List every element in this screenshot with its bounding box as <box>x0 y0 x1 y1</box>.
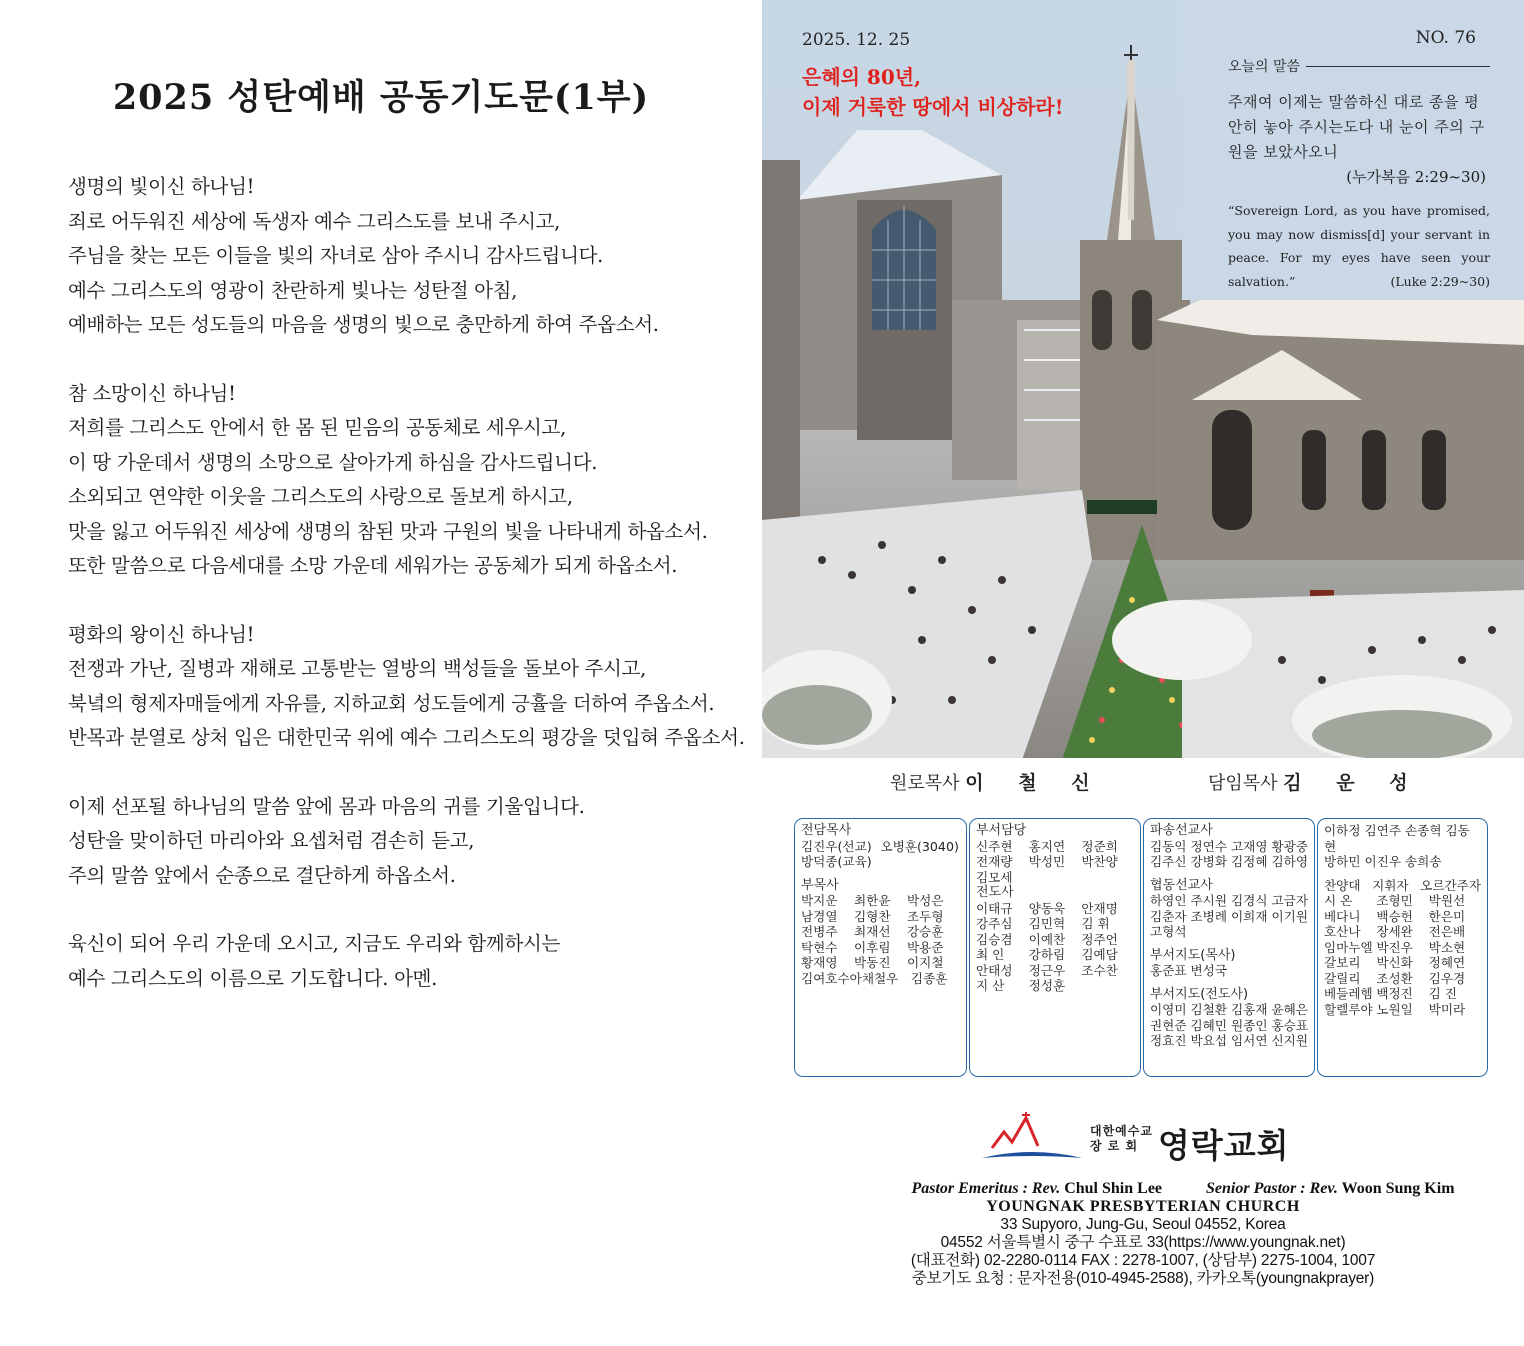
staff-name: 갈릴리 <box>1324 970 1361 986</box>
staff-name: 박지운 <box>801 893 838 908</box>
staff-heading: 파송선교사 <box>1150 823 1213 838</box>
choir-header-row <box>1324 878 1481 894</box>
staff-line: 하영인 주시원 김경식 고금자 <box>1150 893 1308 908</box>
staff-box-pastors <box>794 818 967 1077</box>
staff-name: 조성환 <box>1376 970 1413 986</box>
staff-row <box>801 971 960 987</box>
staff-line: 김주신 강병화 김정혜 김하영 <box>1150 854 1308 869</box>
staff-row <box>801 893 960 909</box>
staff-name: 임마누엘 <box>1324 939 1373 955</box>
staff-name: 박미라 <box>1428 1001 1466 1017</box>
staff-heading: 부목사 <box>801 877 839 893</box>
staff-name: 탁현수 <box>801 939 838 955</box>
staff-line: 정효진 박요섭 임서연 신지원 <box>1150 1033 1308 1048</box>
pastor-emeritus-title: 원로목사 <box>890 773 960 794</box>
theme-text <box>802 62 1064 122</box>
senior-pastor-title: 담임목사 <box>1208 773 1278 794</box>
prayer-line: 저희를 그리스도 안에서 한 몸 된 믿음의 공동체로 세우시고, <box>68 416 566 439</box>
choir-header-cell: 오르간주자 <box>1420 877 1482 893</box>
staff-heading: 전담목사 <box>801 823 852 838</box>
staff-name: 김승겸 <box>976 931 1013 947</box>
bulletin-page <box>762 0 1524 1346</box>
staff-row <box>1324 971 1481 987</box>
staff-line: 김춘자 조병례 이희재 이기원 <box>1150 908 1308 924</box>
staff-heading: 부서지도(전도사) <box>1150 986 1249 1002</box>
verse-english-ref: (Luke 2:29~30) <box>1390 273 1490 289</box>
staff-row <box>801 854 960 870</box>
staff-name: 전은배 <box>1428 924 1466 939</box>
staff-row <box>1324 986 1481 1002</box>
issue-number: NO. 76 <box>1415 28 1476 48</box>
issue-date: 2025. 12. 25 <box>802 30 911 50</box>
staff-row <box>1324 924 1481 940</box>
staff-name: 장세완 <box>1376 924 1413 939</box>
prayer-line: 육신이 되어 우리 가운데 오시고, 지금도 우리와 함께하시는 <box>68 932 561 955</box>
staff-name: 정준희 <box>1081 838 1118 854</box>
choir-header-cell: 찬양대 <box>1324 877 1361 893</box>
staff-row <box>976 963 1134 979</box>
staff-name: 양동욱 <box>1028 900 1066 916</box>
staff-name: 정성훈 <box>1028 978 1066 993</box>
staff-row <box>1324 955 1481 971</box>
staff-line: 홍준표 변성국 <box>1150 963 1227 978</box>
prayer-body <box>68 170 748 1030</box>
church-photo <box>762 0 1524 758</box>
prayer-line: 또한 말씀으로 다음세대를 소망 가운데 세워가는 공동체가 되게 하옵소서. <box>68 554 678 577</box>
staff-heading: 협동선교사 <box>1150 877 1213 893</box>
senior-pastor <box>1208 768 1422 795</box>
pastors-english <box>842 1180 1524 1198</box>
staff-row <box>1324 940 1481 956</box>
staff-row <box>976 932 1134 948</box>
staff-name: 김 휘 <box>1081 916 1110 931</box>
staff-name: 베들레헴 <box>1324 986 1373 1001</box>
staff-name: 박찬양 <box>1081 854 1118 869</box>
staff-name: 할렐루야 <box>1324 1001 1373 1017</box>
staff-name: 박성민 <box>1028 854 1066 869</box>
staff-row <box>976 839 1134 855</box>
staff-name: 김민혁 <box>1028 916 1066 931</box>
verse-heading: 오늘의 말씀 <box>1228 59 1301 75</box>
staff-row <box>801 909 960 925</box>
staff-name: 황재영 <box>801 955 838 970</box>
pastor-emeritus-name: 이 철 신 <box>965 772 1104 794</box>
staff-heading: 부서지도(목사) <box>1150 947 1236 963</box>
staff-row <box>976 854 1134 870</box>
verse-korean-ref: (누가복음 2:29~30) <box>1346 168 1486 186</box>
staff-name: 조형민 <box>1376 893 1413 908</box>
staff-name: 강주심 <box>976 916 1013 931</box>
church-name-ko: 영락교회 <box>1158 1126 1290 1165</box>
staff-name: 김예담 <box>1081 947 1118 962</box>
senior-pastor-name: 김 운 성 <box>1283 772 1422 794</box>
prayer-line: 전쟁과 가난, 질병과 재해로 고통받는 열방의 백성들을 돌보아 주시고, <box>68 657 647 680</box>
senior-pastor-en-label: Senior Pastor : Rev. <box>1206 1180 1338 1197</box>
verse-heading-rule <box>1306 66 1490 67</box>
staff-name: 박신화 <box>1376 955 1413 970</box>
prayer-paragraph <box>68 170 748 343</box>
denomination-line-2: 장 로 회 <box>1090 1139 1139 1153</box>
prayer-line: 성탄을 맞이하던 마리아와 요셉처럼 겸손히 듣고, <box>68 829 475 852</box>
staff-name: 박성은 <box>907 893 944 908</box>
verse-heading-row <box>1228 56 1490 76</box>
staff-row <box>801 839 960 855</box>
staff-name: 박소현 <box>1428 939 1466 955</box>
prayer-line: 평화의 왕이신 하나님! <box>68 622 255 646</box>
staff-name: 정혜연 <box>1428 955 1466 970</box>
staff-name: 김우경 <box>1428 970 1466 986</box>
staff-name: 이후림 <box>854 939 891 955</box>
staff-name: 채철우 <box>861 970 899 986</box>
prayer-paragraph <box>68 927 748 996</box>
staff-box-missionaries <box>1143 818 1315 1077</box>
staff-directory <box>794 818 1488 1077</box>
prayer-paragraph <box>68 618 748 756</box>
staff-row <box>1324 909 1481 925</box>
staff-name <box>1081 978 1134 994</box>
address-en: 33 Supyoro, Jung-Gu, Seoul 04552, Korea <box>1000 1216 1286 1233</box>
staff-name: 베다니 <box>1324 908 1361 924</box>
staff-line: 고형석 <box>1150 924 1187 939</box>
staff-name: 방덕종(교육) <box>801 854 872 869</box>
staff-name: 박원선 <box>1428 893 1466 908</box>
staff-spacer <box>1150 979 1308 987</box>
staff-name: 전재량 <box>976 854 1013 869</box>
prayer-line: 이 땅 가운데서 생명의 소망으로 살아가게 하심을 감사드립니다. <box>68 450 598 474</box>
todays-verse <box>1228 56 1490 293</box>
prayer-paragraph <box>68 790 748 894</box>
theme-line-2: 이제 거룩한 땅에서 비상하라! <box>802 95 1064 119</box>
staff-name: 이태규 <box>976 900 1013 916</box>
prayer-title: 2025 성탄예배 공동기도문(1부) <box>112 77 650 118</box>
prayer-line: 맛을 잃고 어두워진 세상에 생명의 참된 맛과 구원의 빛을 나타내게 하옵소서. <box>68 519 708 543</box>
staff-name: 한은미 <box>1428 908 1466 924</box>
staff-row <box>801 924 960 940</box>
staff-name: 안재명 <box>1081 900 1118 916</box>
staff-name: 이예찬 <box>1028 931 1066 947</box>
prayer-line: 예배하는 모든 성도들의 마음을 생명의 빛으로 충만하게 하여 주옵소서. <box>68 313 659 336</box>
pastor-emeritus <box>890 768 1104 795</box>
prayer-line: 주의 말씀 앞에서 순종으로 결단하게 하옵소서. <box>68 863 456 887</box>
choir-header-cell: 지휘자 <box>1372 877 1409 893</box>
staff-line: 김동익 정연수 고재영 황광중 <box>1150 838 1308 854</box>
staff-name: 갈보리 <box>1324 955 1361 970</box>
staff-name <box>1081 870 1134 886</box>
denomination-line-1: 대한예수교 <box>1090 1124 1153 1138</box>
staff-name: 최한윤 <box>854 893 891 908</box>
staff-name: 김종훈 <box>910 970 948 986</box>
staff-row <box>1324 1002 1481 1018</box>
church-emblem-icon <box>982 1110 1082 1166</box>
staff-spacer <box>1150 940 1308 948</box>
staff-spacer <box>801 870 960 878</box>
staff-row <box>801 940 960 956</box>
staff-name: 호산나 <box>1324 924 1361 939</box>
staff-name: 이지철 <box>907 955 944 970</box>
staff-name: 조수찬 <box>1081 962 1118 978</box>
prayer-request: 중보기도 요청 : 문자전용(010-4945-2588), 카카오톡(youngnakprayer) <box>911 1270 1375 1287</box>
prayer-line: 생명의 빛이신 하나님! <box>68 175 255 198</box>
prayer-line: 반목과 분열로 상처 입은 대한민국 위에 예수 그리스도의 평강을 덧입혀 주옵소서. <box>68 726 745 749</box>
staff-name: 백승헌 <box>1376 908 1413 924</box>
staff-name: 오병훈(3040) <box>880 838 959 854</box>
prayer-line: 참 소망이신 하나님! <box>68 381 236 405</box>
staff-name: 시 온 <box>1324 893 1353 908</box>
staff-name: 지 산 <box>976 978 1005 993</box>
address-ko: 04552 서울특별시 중구 수표로 33(https://www.youngnak.net) <box>940 1234 1346 1251</box>
staff-row <box>976 978 1134 994</box>
prayer-paragraph <box>68 377 748 584</box>
prayer-line: 예수 그리스도의 영광이 찬란하게 빛나는 성탄절 아침, <box>68 278 518 302</box>
prayer-line: 북녘의 형제자매들에게 자유를, 지하교회 성도들에게 긍휼을 더하여 주옵소서. <box>68 691 715 715</box>
pastor-emeritus-en-label: Pastor Emeritus : Rev. <box>911 1180 1061 1197</box>
staff-name: 박동진 <box>854 955 891 970</box>
staff-name: 김형찬 <box>854 908 891 924</box>
staff-line: 방하민 이진우 송희송 <box>1324 854 1442 869</box>
staff-name: 박용준 <box>907 939 944 955</box>
staff-name: 김여호수아 <box>801 970 862 986</box>
prayer-line: 예수 그리스도의 이름으로 기도합니다. 아멘. <box>68 966 438 990</box>
prayer-line: 소외되고 연약한 이웃을 그리스도의 사랑으로 돌보게 하시고, <box>68 485 573 508</box>
staff-name: 강승훈 <box>907 924 944 939</box>
staff-name: 신주현 <box>976 838 1013 854</box>
staff-row <box>976 901 1134 917</box>
staff-name: 안태성 <box>976 962 1013 978</box>
staff-name: 박진우 <box>1376 939 1413 955</box>
verse-english-text: “Sovereign Lord, as you have promised, you may now dismiss[d] your servant in peace. For my eyes have seen your salvation.” <box>1228 203 1490 289</box>
staff-name: 홍지연 <box>1028 838 1066 854</box>
staff-name: 김 진 <box>1428 986 1457 1001</box>
staff-heading: 전도사 <box>976 885 1014 900</box>
staff-name: 김진우(선교) <box>801 838 872 854</box>
senior-pastor-en: Woon Sung Kim <box>1341 1180 1455 1197</box>
staff-box-choirs <box>1317 818 1488 1077</box>
staff-name: 정근우 <box>1028 962 1066 978</box>
staff-name: 최 인 <box>976 947 1005 962</box>
staff-name: 조두형 <box>907 908 944 924</box>
staff-line: 이하정 김연주 손종혁 김동현 <box>1324 823 1470 854</box>
staff-spacer <box>1324 870 1481 878</box>
church-logo <box>982 1110 1312 1170</box>
staff-name: 최재선 <box>854 924 891 939</box>
verse-english <box>1228 199 1490 293</box>
staff-row <box>976 916 1134 932</box>
staff-name <box>881 854 961 870</box>
staff-name: 전병주 <box>801 924 838 939</box>
staff-row <box>801 955 960 971</box>
staff-row <box>1324 893 1481 909</box>
pastor-emeritus-en: Chul Shin Lee <box>1064 1180 1163 1197</box>
staff-spacer <box>1150 870 1308 878</box>
staff-name: 노원일 <box>1376 1001 1413 1017</box>
staff-name <box>1029 870 1082 886</box>
church-name-en: YOUNGNAK PRESBYTERIAN CHURCH <box>986 1198 1300 1215</box>
staff-name: 강하림 <box>1028 947 1066 962</box>
denomination <box>1090 1124 1153 1154</box>
prayer-line: 죄로 어두워진 세상에 독생자 예수 그리스도를 보내 주시고, <box>68 209 561 233</box>
staff-row <box>976 870 1134 886</box>
staff-name: 남경열 <box>801 908 838 924</box>
staff-name: 백정진 <box>1376 986 1413 1001</box>
staff-line: 권현준 김혜민 원종인 홍승표 <box>1150 1017 1308 1033</box>
prayer-line: 주님을 찾는 모든 이들을 빛의 자녀로 삼아 주시니 감사드립니다. <box>68 244 604 267</box>
staff-line: 이영미 김철환 김홍재 윤혜은 <box>1150 1002 1308 1017</box>
theme-line-1: 은혜의 80년, <box>802 65 922 89</box>
staff-row <box>976 947 1134 963</box>
prayer-line: 이제 선포될 하나님의 말씀 앞에 몸과 마음의 귀를 기울입니다. <box>68 794 585 818</box>
staff-heading: 부서담당 <box>976 823 1027 838</box>
staff-name: 정주언 <box>1081 931 1118 947</box>
church-footer <box>762 1180 1524 1288</box>
staff-name: 김모세 <box>976 869 1013 885</box>
phone-numbers: (대표전화) 02-2280-0114 FAX : 2278-1007, (상담부) 2275-1004, 1007 <box>910 1252 1376 1269</box>
verse-korean: 주재여 이제는 말씀하신 대로 종을 평안히 놓아 주시는도다 내 눈이 주의 구원을 보았사오니 <box>1228 93 1485 161</box>
staff-box-departments <box>969 818 1141 1077</box>
